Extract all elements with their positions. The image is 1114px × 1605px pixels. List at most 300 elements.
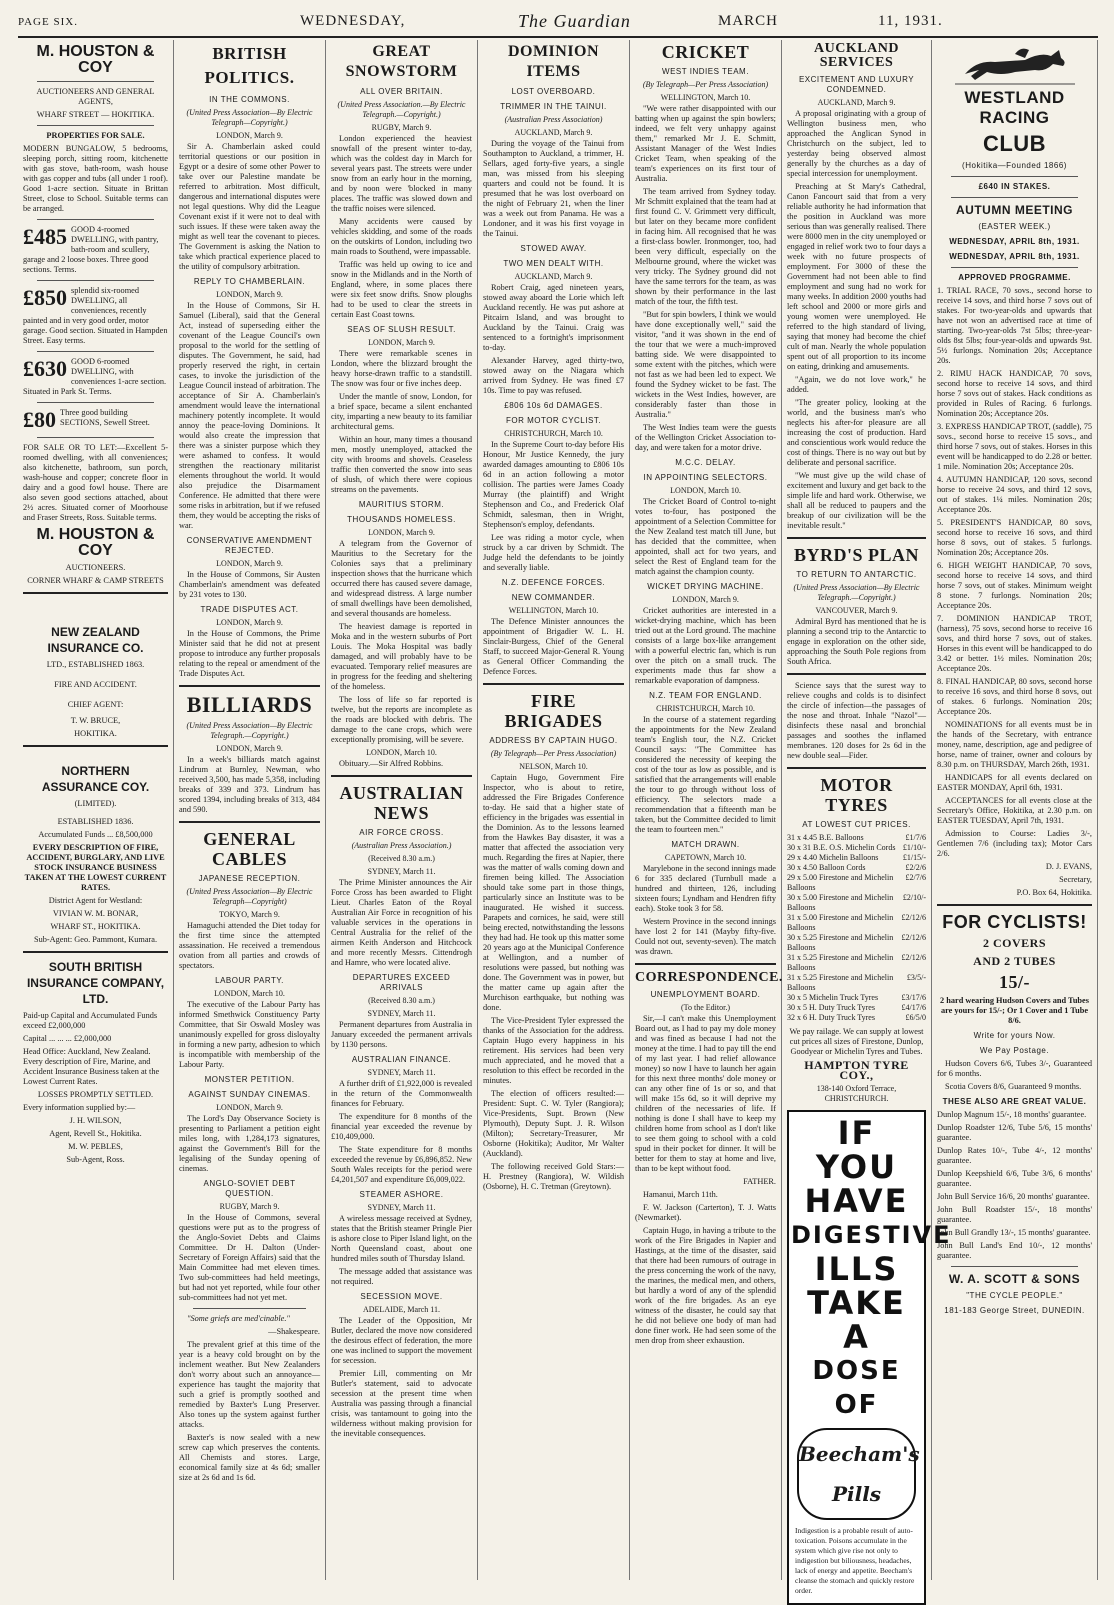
cyclists-scotia: Scotia Covers 8/6, Guaranteed 9 months. (945, 1082, 1082, 1091)
article-subhead: STOWED AWAY. (520, 244, 587, 253)
south-british-agent-address: Agent, Revell St., Hokitika. (49, 1129, 142, 1138)
article-dateline: AUCKLAND, March 9. (817, 98, 896, 107)
article-paragraph: A telegram from the Governor of Mauritius to the Secretary for the Colonies says that a preliminary inspection shows that the hurricane which occurred there has caused severe damage, and widespread distress. A large number of small dwellings have been demolished, and several thousands are homeless. (331, 539, 472, 618)
south-british-text: Head Office: Auckland, New Zealand. Every description of Fire, Marine, and Accident Insurance Business taken at the Lowest Current Rates. (23, 1047, 160, 1086)
article-subhead: LABOUR PARTY. (215, 976, 284, 985)
article-paragraph: The Lord's Day Observance Society is presenting to Parliament a petition eight miles long, with 1,284,173 signatures, against the Government's Bill for the legalising of the Sunday opening of cinemas. (179, 1114, 320, 1173)
cyclists-price: 15/- (999, 972, 1030, 992)
racehorse-icon (955, 42, 1075, 86)
article-credit: (United Press Association—By Electric Telegraph.—Copyright.) (793, 583, 920, 602)
article-dateline: VANCOUVER, March 9. (815, 606, 898, 615)
article-paragraph: "We were rather disappointed with our batting when up against the spin bowlers; indeed, we felt very unhappy against them," remarked Mr J. E. Schmitt, Assistant Manager of the West Indies Cricket Team, when speaking of the team's experiences on its first tour of Australia. (635, 104, 776, 183)
beechams-line: ILLS (814, 1250, 899, 1288)
tyre-size: 32 x 6 H. Duty Truck Tyres (787, 1013, 875, 1022)
south-british-agent: J. H. WILSON, (69, 1116, 122, 1125)
tyre-row (787, 1013, 926, 1023)
article-subhead: SECESSION MOVE. (360, 1292, 443, 1301)
scott-sons-tagline: "THE CYCLE PEOPLE." (966, 1291, 1063, 1300)
article-credit: (United Press Association.—By Electric Telegraph.—Copyright.) (337, 100, 466, 119)
race-item: 1. TRIAL RACE, 70 sovs., second horse to receive 14 sovs, and third horse 7 sovs out of stakes. For two-year-olds and upwards that have not won an advertised race at time of starting. Two-year-olds 7st 5lbs; three-year-olds 8st 5lbs; four-year-olds and upwards 9st. 5½ furlongs. Nomination 20s; Acceptance 20s. (937, 286, 1092, 365)
scott-sons-name: W. A. SCOTT & SONS (948, 1272, 1081, 1286)
south-british-name: SOUTH BRITISH INSURANCE COMPANY, LTD. (26, 960, 165, 1006)
article-paragraph: A further drift of £1,922,000 is revealed in the return of the Commonwealth finances for February. (331, 1079, 472, 1108)
motor-tyres-headline: MOTOR TYRES (820, 775, 893, 815)
article-paragraph: The expenditure for 8 months of the financial year exceeded the revenue by £10,409,000. (331, 1112, 472, 1141)
article-paragraph: The Leader of the Opposition, Mr Butler, declared the move now considered the desirous effect of federation, the more one was inclined to support the movement for secession. (331, 1316, 472, 1365)
article-credit: (By Telegraph—Per Press Association) (642, 80, 769, 89)
value-item: John Bull Grandly 13/-, 15 months' guarantee. (937, 1228, 1091, 1237)
article-headline: BILLIARDS (186, 692, 313, 717)
property-text: splendid six-roomed DWELLING, all conveniences, recently painted and in very good order, motor garage. Good section. Situated in Hampden Street. Easy terms. (23, 286, 168, 345)
value-item: John Bull Land's End 10/-, 12 months' guarantee. (937, 1241, 1092, 1260)
race-item: 4. AUTUMN HANDICAP, 120 sovs, second horse to receive 24 sovs, and third 12 sovs, out of stakes. 1¼ miles. Nomination 20s; Acceptance 20s. (937, 475, 1092, 514)
article-subhead: ADDRESS BY CAPTAIN HUGO. (489, 736, 618, 745)
autumn-meeting: AUTUMN MEETING (956, 203, 1073, 217)
article-dateline: AUCKLAND, March 9. (514, 272, 593, 281)
nazol-ad: Science says that the surest way to relieve coughs and colds is to disinfect the circle of infection—the passages of the nose and throat. Inhale "Nazol"—disinfects these nasal and bronchial passages and soothes the inflamed membranes. 120 doses for 2s 6d in the new double seal—Fider. (787, 681, 926, 760)
tyre-row (787, 993, 926, 1003)
south-british-capital2: Capital ... ... ... £2,000,000 (23, 1034, 112, 1043)
article-paragraph: Permanent departures from Australia in January exceeded the permanent arrivals by 1130 persons. (331, 1020, 472, 1049)
property-text: GOOD 6-roomed DWELLING, with conveniences 1-acre section. Situated in Park St. Terms. (23, 357, 167, 396)
article-subhead: TRADE DISPUTES ACT. (200, 605, 299, 614)
tyre-price: £2/7/6 (905, 873, 926, 882)
admission-text: Admission to Course: Ladies 3/-, Gentlemen 7/6 (including tax); Motor Cars 2/6. (937, 829, 1092, 858)
acceptances-text: ACCEPTANCES for all events close at the Secretary's Office, Hokitika, at 2.30 p.m. on EASTER TUESDAY, April 7th, 1931. (937, 796, 1092, 825)
article-subhead: N.Z. TEAM FOR ENGLAND. (649, 691, 762, 700)
article-paragraph: Admiral Byrd has mentioned that he is planning a second trip to the Antarctic to engage in exploration on the other side, approaching the South Pole regions from South Africa. (787, 617, 926, 666)
race-item: 6. HIGH WEIGHT HANDICAP, 70 sovs, second horse to receive 14 sovs, and third horse 7 sovs, out of stakes. Minimum weight 8 stone. 7 furlongs. Nomination 20s; Acceptance 20s. (937, 561, 1092, 610)
property-text: GOOD 4-roomed DWELLING, with pantry, bath-room and scullery, garage and 2 loose boxes. Three good sections. Terms. (23, 225, 159, 274)
nz-insurance-fire: FIRE AND ACCIDENT. (54, 680, 137, 689)
property-listing (23, 286, 168, 346)
beechams-line: DIGESTIVE (791, 1221, 952, 1249)
article-paragraph: The West Indies team were the guests of the Wellington Cricket Association to-day, and were taken for a motor drive. (635, 423, 776, 452)
motor-tyres-subhead: AT LOWEST CUT PRICES. (802, 820, 911, 829)
article-credit: (United Press Association—By Electric Telegraph.—Copyright.) (186, 721, 313, 740)
south-british-info: Every information supplied by:— (23, 1103, 136, 1112)
article-dateline: AUCKLAND, March 9. (514, 128, 593, 137)
article-dateline: RUGBY, March 9. (219, 1202, 280, 1211)
houston-firm-footer: M. HOUSTON & COY (36, 526, 155, 559)
beechams-line: IF YOU (815, 1114, 898, 1186)
article-subhead: AUSTRALIAN FINANCE. (351, 1055, 452, 1064)
tyre-size: 31 x 4.45 B.E. Balloons (787, 833, 864, 842)
article-dateline: WELLINGTON, March 10. (660, 93, 751, 102)
article-dateline: LONDON, March 9. (216, 290, 283, 299)
column-cricket (630, 40, 782, 1580)
article-dateline: ADELAIDE, March 11. (362, 1305, 440, 1314)
article-dateline: TOKYO, March 9. (219, 910, 280, 919)
article-dateline: LONDON, March 10. (366, 748, 437, 757)
tyre-size: 30 x 5 H. Duty Truck Tyres (787, 1003, 875, 1012)
article-paragraph: "We must give up the wild chase of excitement and luxury and get back to the simple life and hard work. Otherwise, we shall all be reduced to paupers and the breakup of our civilization will be the inevitable result." (787, 471, 926, 530)
tyre-price: £1/10/- (902, 843, 926, 852)
handicaps-text: HANDICAPS for all events declared on EASTER MONDAY, April 6th, 1931. (937, 773, 1092, 792)
tyre-size: 30 x 5.00 Firestone and Michelin Balloons (787, 893, 894, 912)
article-paragraph: The executive of the Labour Party has informed Smethwick Constituency Party Committee, that Sir Oswald Mosley was unanimously expelled for gross disloyalty in forming a new party, adhesion to which is incompatible with membership of the Labour Party. (179, 1000, 320, 1069)
article-paragraph: The State expenditure for 8 months exceeded the revenue by £6,896,852. New South Wales receipts for the period were £4,201,507 and expenditure £6,009,022. (331, 1145, 472, 1184)
article-dateline: SYDNEY, March 11. (367, 1009, 436, 1018)
article-subhead: WICKET DRYING MACHINE. (647, 582, 764, 591)
letter-paragraph: Sir,—I can't make this Unemployment Board out, as I had to pay my dole money and was fined as because I had not the money at the time. I had to pay till the end of my last year. I had relief allowance money) so now I have to launch her again for this next three months' dole money or can any other fine of 1s or so, and that will make 15s 6d, so it will deprive my children of the necessaries of life. If nothing is done I shall have to keep my children home from school as I don't like to see them going to school with a cold spud in their pocket for dinner. It will be better for them to stay at home and live, than to be kept without food. (635, 1014, 776, 1173)
tyre-size: 31 x 5.25 Firestone and Michelin Balloons (787, 953, 894, 972)
article-credit: (Australian Press Association) (504, 115, 603, 124)
article-subhead: MAURITIUS STORM. (358, 500, 445, 509)
article-subhead: WEST INDIES TEAM. (662, 67, 749, 76)
tyre-price: £1/15/- (902, 853, 926, 862)
article-paragraph: Obituary.—Sir Alfred Robbins. (339, 759, 444, 768)
article-credit: (United Press Association—By Electric Telegraph—Copyright.) (186, 108, 313, 127)
article-headline: FIRE BRIGADES (504, 691, 603, 731)
property-text: Three good building SECTIONS, Sewell Street. (60, 408, 150, 427)
article-headline: DOMINION ITEMS (507, 43, 600, 80)
programme-heading: APPROVED PROGRAMME. (958, 273, 1071, 282)
article-subhead: TO RETURN TO ANTARCTIC. (796, 570, 917, 579)
cyclists-write: Write for yours Now. (973, 1031, 1056, 1040)
race-item: 5. PRESIDENT'S HANDICAP, 80 sovs, second horse to receive 16 sovs, and third horse 8 sovs, out of stakes. 5 furlongs. Nomination 20s; Acceptance 20s. (937, 518, 1092, 557)
beechams-logo: Beecham's Pills (797, 1428, 916, 1520)
article-subhead: TWO MEN DEALT WITH. (503, 259, 604, 268)
hampton-tyre-address: 138-140 Oxford Terrace, CHRISTCHURCH. (816, 1084, 897, 1103)
nz-insurance-ad (23, 624, 168, 739)
article-subhead: AIR FORCE CROSS. (359, 828, 444, 837)
south-british-subagent: M. W. PEBLES, (68, 1142, 123, 1151)
article-paragraph: F. W. Jackson (Carterton), T. J. Watts (Newmarket). (635, 1203, 776, 1222)
article-subhead: TRIMMER IN THE TAINUI. (500, 102, 607, 111)
northern-assurance-subagent: Sub-Agent: Geo. Pammont, Kumara. (33, 935, 158, 944)
article-dateline: LONDON, March 9. (216, 131, 283, 140)
article-subhead: UNEMPLOYMENT BOARD. (650, 990, 761, 999)
article-paragraph: In the House of Commons, Sir Austen Chamberlain's amendment was defeated by 231 votes to 130. (179, 570, 320, 599)
northern-assurance-text: EVERY DESCRIPTION OF FIRE, ACCIDENT, BURGLARY, AND LIVE STOCK INSURANCE BUSINESS TAKEN AT THE LOWEST CURRENT RATES. (24, 843, 167, 892)
article-credit: (By Telegraph—Per Press Association) (490, 749, 617, 758)
article-subhead: FOR MOTOR CYCLIST. (505, 416, 602, 425)
column-advertisements (18, 40, 174, 1580)
article-subhead: M.C.C. DELAY. (675, 458, 736, 467)
article-subhead: SEAS OF SLUSH RESULT. (347, 325, 456, 334)
race-item: 8. FINAL HANDICAP, 80 sovs, second horse to receive 16 sovs, and third horse 8 sovs, out of stakes. 6 furlongs. Nomination 20s; Acceptance 20s. (937, 677, 1092, 716)
article-headline: CRICKET (661, 42, 750, 62)
tyre-price: £1/7/6 (905, 833, 926, 842)
article-paragraph: Cricket authorities are interested in a wicket-drying machine, which has been tried out at the Lord ground. The machine consists of a large box-like arrangement with a powerful electric fan, which is run over the pitch on a small truck. The experiments made thus far show a remarkable evaporation of dampness. (635, 606, 776, 685)
article-dateline: SYDNEY, March 11. (367, 1203, 436, 1212)
article-headline: AUCKLAND SERVICES (814, 41, 899, 70)
article-paragraph: "But for spin bowlers, I think we would have done exceptionally well," said the visitor, "and it was shown in the end of the tour that we were a much-improved batting side. We were disappointed to some extent with the pitches, which were not fast as we had been led to expect. We found the Sydney wicket to be fast. The wickets in the West Indies, however, are considerably faster than those in Australia." (635, 310, 776, 419)
article-paragraph: The Cricket Board of Control to-night votes to-four, has postponed the appointment of a Selection Committee for the New Zealand test match till June, but has decided that the committee, when appointed, shall act for two years, and select the Rest of England team for the match against the champion county. (635, 497, 776, 576)
article-paragraph: In the course of a statement regarding the appointments for the New Zealand team's English tour, the N.Z. Cricket Council says: "The Committee has considered the necessity of keeping the cost of the tour as low as possible, and is satisfied that the arrangements will enable the tour to go through without loss of efficiency. The selectors made a recommendation that a fifteenth man be taken, but the Committee decided to limit the team to fourteen men." (635, 715, 776, 834)
article-subhead: EXCITEMENT AND LUXURY CONDEMNED. (798, 75, 915, 94)
value-item: Dunlop Rates 10/-, Tube 4/-, 12 months' guarantee. (937, 1146, 1092, 1165)
secretary-name: D. J. EVANS, (1045, 862, 1092, 871)
letter-place: Hamanui, March 11th. (643, 1190, 718, 1199)
article-paragraph: Lee was riding a motor cycle, when struck by a car driven by Schmidt. The Judge held the defendants to be jointly and severally liable. (483, 533, 624, 572)
letter-to: (To the Editor.) (681, 1003, 730, 1012)
article-paragraph: Preaching at St Mary's Cathedral, Canon Fancourt said that from a very reliable authority he had information that the position in Auckland was more serious than was generally realised. There were 8000 men in the city unemployed or engaged in relief work two to four days a week with no future prospects of employment. For 3000 of these the Government had not been able to find employment and sung had no work for many weeks. In addition 2000 youths had left school and 2000 or more girls and young women were unemployed. He referred to the high standard of living, saying that money had become the chief cult of man. Nearly the whole population spent out of all proportion to its income on eating, drinking and amusements. (787, 182, 926, 371)
article-paragraph: "Again, we do not love work," he added. (787, 375, 926, 394)
article-paragraph: In the House of Commons, several questions were put as to the progress of the Anglo-Soviet Debts and Claims Committee. Dr H. Dalton (Under-Secretary of Foreign Affairs) said that the Main Committee had met eleven times. Two sub-committees had held meetings, but had not yet reported, while four other sub-committees had not yet met. (179, 1213, 320, 1302)
article-dateline: SYDNEY, March 11. (367, 1068, 436, 1077)
value-item: Dunlop Roadster 12/6, Tube 5/6, 15 months' guarantee. (937, 1123, 1092, 1142)
article-dateline: CHRISTCHURCH, March 10. (504, 429, 603, 438)
tyre-size: 29 x 4.40 Michelin Balloons (787, 853, 879, 862)
beechams-ad (787, 1110, 952, 1605)
article-paragraph: Traffic was held up owing to ice and snow in the Midlands and in the North of England, where, in some places there were six feet snow drifts. Snow ploughs had to be used to clear the streets in certain East Coast towns. (331, 260, 472, 319)
masthead-date: 11, 1931. (878, 13, 943, 29)
motor-tyres-text: We pay railage. We can supply at lowest cut prices all sizes of Firestone, Dunlop, Goodyear or Michelin Tyres and Tubes. (789, 1027, 924, 1056)
article-paragraph: The following received Gold Stars:— H. Prestney (Rangiora), W. Wildish (Osborne), H. C. Tretman (Greytown). (483, 1162, 624, 1191)
houston-ad (23, 44, 168, 141)
article-paragraph: Hamaguchi attended the Diet today for the first time since the attempted assassination. He received a tremendous ovation from all parties and crowds of spectators. (179, 921, 320, 970)
great-value-list (937, 1110, 1092, 1261)
tyre-size: 30 x 5.25 Firestone and Michelin Balloons (787, 933, 894, 952)
tyre-row (787, 953, 926, 973)
easter-week: (EASTER WEEK.) (978, 222, 1051, 231)
property-listing: FOR SALE OR TO LET:—Excellent 5-roomed dwelling, with all conveniences; also kitchenette, bathroom, sun porch, wash-house and copper; concrete floor in dairy and a good fowl house. There are also seven good sections attached, about 2½ acres. Situated corner of Moorhouse and Fraser Streets, Ross. Suitable terms. (23, 443, 168, 522)
article-subhead: JAPANESE RECEPTION. (198, 874, 301, 883)
race-programme (937, 286, 1092, 717)
houston-footer-subtitle: AUCTIONEERS. (65, 563, 126, 572)
houston-address: WHARF STREET — HOKITIKA. (36, 110, 155, 119)
property-price: £80 (23, 407, 56, 432)
column-auckland-services (782, 40, 952, 1595)
article-paragraph: In the House of Commons, Sir H. Samuel (Liberal), said that the General Act, instead of superseding either the covenant of the League Council's own proposal to the world for the settling of disputes. The Government, he said, had properly reserved the right, in certain cases, to invoke the jurisdiction of the League Council instead of arbitration. The acceptance of Sir A. Chamberlain's amendment would leave the international machinery potently incomplete. It would annoy the peace-loving Dominions. It would also create the impression that there was a sinister purpose which they were ashamed to confess. It would strengthen the reactionary militarist elements throughout the world. It would also prejudice the Disarmament Conference. He admitted that there were some risks in arbitration, but if we refused them, they would be accepting the risks of war. (179, 301, 320, 530)
article-paragraph: London experienced the heaviest snowfall of the present winter to-day, which was the coldest day in March for several years past. The streets were under snow from an early hour in the morning, and by noon were 'blocked in many places. The traffic was slowed down and the traffic noises were silenced. (331, 134, 472, 213)
article-headline: GREAT SNOWSTORM (345, 43, 458, 80)
article-headline: AUSTRALIAN NEWS (339, 783, 464, 823)
nz-insurance-town: HOKITIKA. (74, 729, 117, 738)
nz-insurance-established: LTD., ESTABLISHED 1863. (46, 660, 145, 669)
article-dateline: LONDON, March 10. (214, 989, 285, 998)
tyre-price: £2/10/- (902, 893, 926, 902)
article-paragraph: Sir A. Chamberlain asked could territorial questions or our position in Egypt or a desire of some other Power to take over our Palestine mandate be referred to arbitration. Most difficult, dangerous and international disputes were not legal questions. Why did the League Covenant exist if it were not to deal with such issues. If these were taken away the might as well tear the covenant to pieces. The Government is asking the Nation to take which practical experience placed to the utility of compulsory arbitration. (179, 142, 320, 271)
article-subhead: STEAMER ASHORE. (359, 1190, 444, 1199)
article-dateline: LONDON, March 9. (216, 559, 283, 568)
article-paragraph: There were remarkable scenes in London, where the blizzard brought the heavy horse-drawn traffic to a standstill. The snow was four or five inches deep. (331, 349, 472, 388)
article-paragraph: The Vice-President Tyler expressed the thanks of the Association for the address. Captain Hugo every happiness in his retirement. His services had been very much appreciated, and he moved that a resolution to this effect be recorded in the minutes. (483, 1016, 624, 1085)
article-headline: BRITISH POLITICS. (204, 44, 295, 87)
article-subhead: AGAINST SUNDAY CINEMAS. (188, 1090, 311, 1099)
south-british-subagent-town: Sub-Agent, Ross. (66, 1155, 125, 1164)
tyre-row (787, 843, 926, 853)
article-dateline: LONDON, March 9. (216, 618, 283, 627)
article-dateline: LONDON, March 9. (216, 744, 283, 753)
nz-insurance-chief-label: CHIEF AGENT: (67, 700, 124, 709)
tyre-row (787, 1003, 926, 1013)
article-subhead: IN APPOINTING SELECTORS. (643, 473, 768, 482)
masthead-paper-title: The Guardian (518, 11, 631, 31)
northern-assurance-name: NORTHERN ASSURANCE COY. (41, 764, 150, 794)
article-dateline: LONDON, March 9. (368, 528, 435, 537)
article-subhead: NEW COMMANDER. (511, 593, 596, 602)
article-subhead: IN THE COMMONS. (209, 95, 290, 104)
article-paragraph: The loss of life so far reported is twelve, but the reports are incomplete as the roads are blocked with debris. The damage to the cane crops, which were exceptionally promising, will be severe. (331, 695, 472, 744)
property-listing (23, 357, 168, 397)
value-item: Dunlop Keepshield 6/6, Tube 3/6, 6 months' guarantee. (937, 1169, 1092, 1188)
tyre-row (787, 933, 926, 953)
article-subhead: £806 10s 6d DAMAGES. (504, 401, 603, 410)
article-credit: (Australian Press Association.) (351, 841, 452, 850)
article-dateline: NELSON, March 10. (519, 762, 588, 771)
nz-insurance-name: NEW ZEALAND INSURANCE CO. (47, 625, 144, 655)
tyre-row (787, 893, 926, 913)
article-paragraph: Under the mantle of snow, London, for a brief space, became a silent enchanted city, imparting a new beauty to its familiar architectural gems. (331, 392, 472, 431)
racing-club-title: WESTLAND RACING (964, 88, 1065, 127)
property-listing (23, 408, 168, 432)
northern-assurance-address: WHARF ST., HOKITIKA. (50, 922, 141, 931)
properties-heading: PROPERTIES FOR SALE. (46, 131, 145, 140)
northern-assurance-district: District Agent for Westland: (48, 896, 143, 905)
houston-footer-address: CORNER WHARF & CAMP STREETS (27, 576, 164, 585)
tyre-price: £2/12/6 (901, 913, 926, 922)
column-racing-cyclists (932, 40, 1098, 1580)
tyre-price-list (787, 833, 926, 1023)
article-received: (Received 8.30 a.m.) (368, 996, 435, 1005)
article-dateline: RUGBY, March 9. (371, 123, 432, 132)
masthead (18, 8, 1098, 38)
ad-quote-author: —Shakespeare. (268, 1327, 320, 1336)
article-paragraph: The team arrived from Sydney today. Mr Schmitt explained that the team had at first found C. V. Grimmett very difficult, but later on they became more confident in facing him. All recognised that he was a first-class bowler. Ironmonger, too, had been very difficult, especially on the Melbourne ground, where the wicket was very tricky. The Sydney ground did not have the same terrors for the team, as was shown by their performance in the last match of the tour, the fifth test. (635, 187, 776, 306)
article-subhead: ALL OVER BRITAIN. (360, 87, 443, 96)
south-british-losses: LOSSES PROMPTLY SETTLED. (37, 1090, 154, 1099)
letter-signature: FATHER. (743, 1177, 776, 1186)
article-subhead: LOST OVERBOARD. (511, 87, 596, 96)
article-paragraph: A wireless message received at Sydney, states that the British steamer Pringle Pier is ashore close to Piper Island light, on the North Queensland coast, about one hundred miles south of Thursday Island. (331, 1214, 472, 1263)
hampton-tyre-name: HAMPTON TYRE COY., (804, 1058, 909, 1082)
northern-assurance-established: ESTABLISHED 1836. (57, 817, 134, 826)
article-subhead: REPLY TO CHAMBERLAIN. (193, 277, 306, 286)
beechams-line: TAKE A (807, 1284, 906, 1356)
property-price: £485 (23, 224, 67, 249)
nominations-text: NOMINATIONS for all events must be in the hands of the Secretary, with entrance money, name, description, age and pedigree of horse, name of trainer, owner and colours by 8.30 p.m. on THURSDAY, March 26th, 1931. (937, 720, 1092, 769)
race-item: 3. EXPRESS HANDICAP TROT, (saddle), 75 sovs., second horse to receive 15 sovs., and third horse 7 sovs, out of stakes. Horses in this event will be handicapped to do 2.28 or better. 1 mile. Nomination 20s; Acceptance 20s. (937, 422, 1092, 471)
ad-paragraph: Baxter's is now sealed with a new screw cap which preserves the contents. All Chemists and stores. Large, economical family size at 4s 6d; smaller size at 2s 6d and 1s 6d. (179, 1433, 320, 1482)
article-dateline: CHRISTCHURCH, March 10. (656, 704, 755, 713)
race-item: 2. RIMU HACK HANDICAP, 70 sovs, second horse to receive 14 sovs, and third horse 7 sovs out of stakes. Hack conditions as provided in Rules of Racing. 6 furlongs. Nomination 20s; Acceptance 20s. (937, 369, 1092, 418)
tyre-row (787, 863, 926, 873)
great-value-heading: THESE ALSO ARE GREAT VALUE. (942, 1097, 1087, 1106)
article-paragraph: The Defence Minister announces the appointment of Brigadier W. L. H. Sinclair-Burgess, Chief of the General Staff, to succeed Major-General R. Young as General Officer Commanding the Defence Forces. (483, 617, 624, 676)
cyclists-headline: FOR CYCLISTS! (942, 912, 1087, 932)
beechams-line: HAVE (804, 1182, 909, 1220)
secretary-title: Secretary, (1059, 875, 1092, 884)
article-paragraph: The heaviest damage is reported in Moka and in the western suburbs of Port Louis. The Moka Hospital was badly damaged, and will probably have to be evacuated. Temporary relief measures are in progress for the feeding and sheltering of the homeless. (331, 622, 472, 691)
article-dateline: LONDON, March 9. (216, 1103, 283, 1112)
tyre-row (787, 973, 926, 993)
tyre-size: 30 x 31 B.E. O.S. Michelin Cords (787, 843, 896, 852)
racing-club-founded: (Hokitika—Founded 1866) (962, 161, 1067, 170)
article-paragraph: Western Province in the second innings have lost 2 for 141 (Mayby fifty-five. Could not out, seventy-seven). The match was drawn. (635, 917, 776, 956)
article-headline: BYRD'S PLAN (793, 545, 919, 565)
cyclists-tubes: AND 2 TUBES (973, 954, 1056, 968)
column-snowstorm-australian (326, 40, 478, 1580)
article-paragraph: The election of officers resulted:— President: Supt. C. W. Tyler (Rangiora); Vice-Presidents, Supt. Brown (New Plymouth), Deputy Supt. J. R. Wilson (Milton); Secretary-Treasurer, Mr Osborne (Hokitika); Auditor, Mr Walter (Auckland). (483, 1089, 624, 1158)
column-dominion-items (478, 40, 630, 1580)
tyre-size: 30 x 4.50 Balloon Cords (787, 863, 866, 872)
article-paragraph: The Prime Minister announces the Air Force Cross has been awarded to Flight Lieut. Charles Eaton of the Royal Australian Air Force in recognition of his valuable services in the operations in Central Australia for the relief of the airmen Keith Anderson and Hitchcock and more recently Messrs. Cittendrogh and Hamre, who were located alive. (331, 878, 472, 967)
tyre-row (787, 873, 926, 893)
article-subhead: ANGLO-SOVIET DEBT QUESTION. (203, 1179, 296, 1198)
article-headline: CORRESPONDENCE. (635, 970, 783, 985)
article-subhead: THOUSANDS HOMELESS. (347, 515, 456, 524)
tyre-size: 31 x 5.00 Firestone and Michelin Balloons (787, 913, 894, 932)
cyclists-hudson: Hudson Covers 6/6, Tubes 3/-, Guaranteed for 6 months. (937, 1059, 1092, 1078)
tyre-size: 30 x 5 Michelin Truck Tyres (787, 993, 879, 1002)
article-subhead: CONSERVATIVE AMENDMENT REJECTED. (186, 536, 313, 555)
article-paragraph: In a week's billiards match against Lindrum at Burnley, Newman, who received 3,500, has made 5,358, including breaks of 339 and 373. Lindrum has scored 1394, including breaks of 313, 484 and 590. (179, 755, 320, 814)
property-price: £630 (23, 356, 67, 381)
ad-paragraph: The prevalent grief at this time of the year is a heavy cold brought on by the inclement weather. But New Zealanders don't worry about such an annoyance—experience has taught the majority that such a grief is promptly soothed and remedied by Baxter's Lung Preserver. Also tones up the system against further attacks. (179, 1340, 320, 1429)
article-paragraph: Within an hour, many times a thousand men, mostly unemployed, attacked the city with brooms and shovels. Ceaseless traffic then converted the snow into seas of slush, of which there were copious streams on the pavements. (331, 435, 472, 494)
article-paragraph: In the Supreme Court to-day before His Honour, Mr Justice Kennedy, the jury awarded damages amounting to £806 10s 6d in an action following a motor collision. The parties were James Coady Murray (the plaintiff) and Wright Stephenson and Co., and Frederick Olaf Schmidt, salesman, then in Wright, Stephenson's employ, defendants. (483, 440, 624, 529)
value-item: Dunlop Magnum 15/-, 18 months' guarantee. (937, 1110, 1087, 1119)
page-number: PAGE SIX. (18, 16, 78, 28)
article-paragraph: The message added that assistance was not required. (331, 1267, 472, 1286)
race-day: WEDNESDAY, APRIL 8th, 1931. (949, 252, 1080, 261)
nz-insurance-agent: T. W. BRUCE, (70, 716, 121, 725)
secretary-address: P.O. Box 64, Hokitika. (1016, 888, 1092, 897)
tyre-price: £4/17/6 (901, 1003, 926, 1012)
tyre-price: £3/17/6 (901, 993, 926, 1002)
racing-stakes: £640 IN STAKES. (978, 182, 1051, 191)
property-listing: MODERN BUNGALOW, 5 bedrooms, sleeping porch, sitting room, kitchenette with gas stove, bath-room, wash house with gas copper and tubs (all under 1 roof). Good 1-acre section. Situate in Brittan Street, close to School. Suitable terms can be arranged. (23, 144, 168, 213)
tyre-price: £6/5/0 (905, 1013, 926, 1022)
race-item: 7. DOMINION HANDICAP TROT, (harness), 75 sovs, second horse to receive 16 sovs, and third horse 7 sovs, out of stakes. Horses in this event will be handicapped to do 3.42 or better. 1½ miles. Nomination 20s; Acceptance 20s. (937, 614, 1092, 673)
cyclists-text: 2 hard wearing Hudson Covers and Tubes are yours for 15/-; Or 1 Cover and 1 Tube 8/6. (940, 996, 1089, 1025)
cyclists-covers: 2 COVERS (982, 936, 1046, 950)
tyre-price: £2/12/6 (901, 933, 926, 942)
tyre-row (787, 853, 926, 863)
article-dateline: LONDON, March 10. (670, 486, 741, 495)
value-item: John Bull Service 16/6, 20 months' guarantee. (937, 1192, 1090, 1201)
south-british-ad (23, 959, 168, 1165)
masthead-day: WEDNESDAY, (300, 13, 406, 29)
beechams-line: DOSE OF (812, 1356, 901, 1420)
property-price: £850 (23, 285, 67, 310)
article-dateline: CAPETOWN, March 10. (664, 853, 747, 862)
scott-sons-address: 181-183 George Street, DUNEDIN. (944, 1306, 1085, 1315)
ad-quote: "Some griefs are med'cinable." (187, 1314, 290, 1323)
beechams-text: Indigestion is a probable result of auto-toxication. Poisons accumulate in the system which give rise not only to indigestion but biliousness, headaches, lack of energy and appetite. Beecham's cleanse the stomach and quickly restore order. (795, 1526, 915, 1595)
tyre-price: £3/5/- (906, 973, 926, 982)
article-subhead: N.Z. DEFENCE FORCES. (501, 578, 606, 587)
northern-assurance-agent: VIVIAN W. M. BONAR, (52, 909, 139, 918)
article-paragraph: Captain Hugo, in having a tribute to the work of the Fire Brigades in Napier and Hastings, at the time of the disaster, said that there had been rumours of outrage in the press concerning the work of the navy, the marines, the medical men, and others, but hardly a word of any of the splendid work of the fire brigades. As an eye witness of the disaster, he could say that he did not believe one body of man had done finer work. He had seen some of the men drop from sheer exhaustion. (635, 1226, 776, 1345)
article-dateline: WELLINGTON, March 10. (508, 606, 599, 615)
race-day: WEDNESDAY, APRIL 8th, 1931. (949, 237, 1080, 246)
article-paragraph: During the voyage of the Tainui from Southampton to Auckland, a trimmer, H. Sellars, aged forty-five years, a single man, was missed from his sleeping quarters and could not be found. It is presumed that he was lost overboard on the night of February 21, when the liner was a week out from Panama. He was a Londoner, and it was his first voyage in the Tainui. (483, 139, 624, 238)
article-subhead: MATCH DRAWN. (671, 840, 740, 849)
article-paragraph: Marylebone in the second innings made 6 for 335 declared (Turnbull made a hundred and thirteen, 126, including sixteen fours; Lyndham and Hendren fifty each). Stoke took 3 for 58. (635, 864, 776, 913)
racing-club-title: CLUB (982, 131, 1047, 156)
northern-assurance-ad (23, 763, 168, 945)
tyre-price: £2/2/6 (905, 863, 926, 872)
tyre-price: £2/12/6 (901, 953, 926, 962)
northern-assurance-ltd: (LIMITED). (74, 799, 117, 808)
south-british-capital: Paid-up Capital and Accumulated Funds exceed £2,000,000 (23, 1011, 158, 1030)
article-subhead: DEPARTURES EXCEED ARRIVALS (352, 973, 451, 992)
houston-firm: M. HOUSTON & COY (36, 43, 155, 76)
article-paragraph: Captain Hugo, Government Fire Inspector, who is about to retire, addressed the Fire Brigades Conference to-day. He said that a higher state of efficiency in the brigades was essential in the Dominion. As to the lessons learned from the Hawkes Bay disaster, it was a matter that affected the association very much. Regarding the fires at Napier, there was the matter of walls coming down and firemen being killed. The Association should take some part in those things, particularly since an Institute was to be inaugurated. He wished it success. Parapets and cornices, he said, were still being erected, notwithstanding the lessons they had had. He took up this matter some 20 years ago at the Municipal Conference at Wellington, and a number of resolutions were passed, but nothing was done. The Government was in power, but the matter came up again after the Murchison earthquake, but nothing was done. (483, 773, 624, 1012)
northern-assurance-funds: Accumulated Funds ... £8,500,000 (38, 830, 153, 839)
cyclists-postage: We Pay Postage. (979, 1046, 1050, 1055)
article-paragraph: Many accidents were caused by vehicles skidding, and some of the roads on the outskirts of London, including two main roads to Southend, were impassable. (331, 217, 472, 256)
column-british-politics (174, 40, 326, 1580)
property-listing (23, 225, 168, 275)
tyre-size: 29 x 5.00 Firestone and Michelin Balloons (787, 873, 894, 892)
tyre-row (787, 833, 926, 843)
value-item: John Bull Roadster 15/-, 18 months' guarantee. (937, 1205, 1092, 1224)
